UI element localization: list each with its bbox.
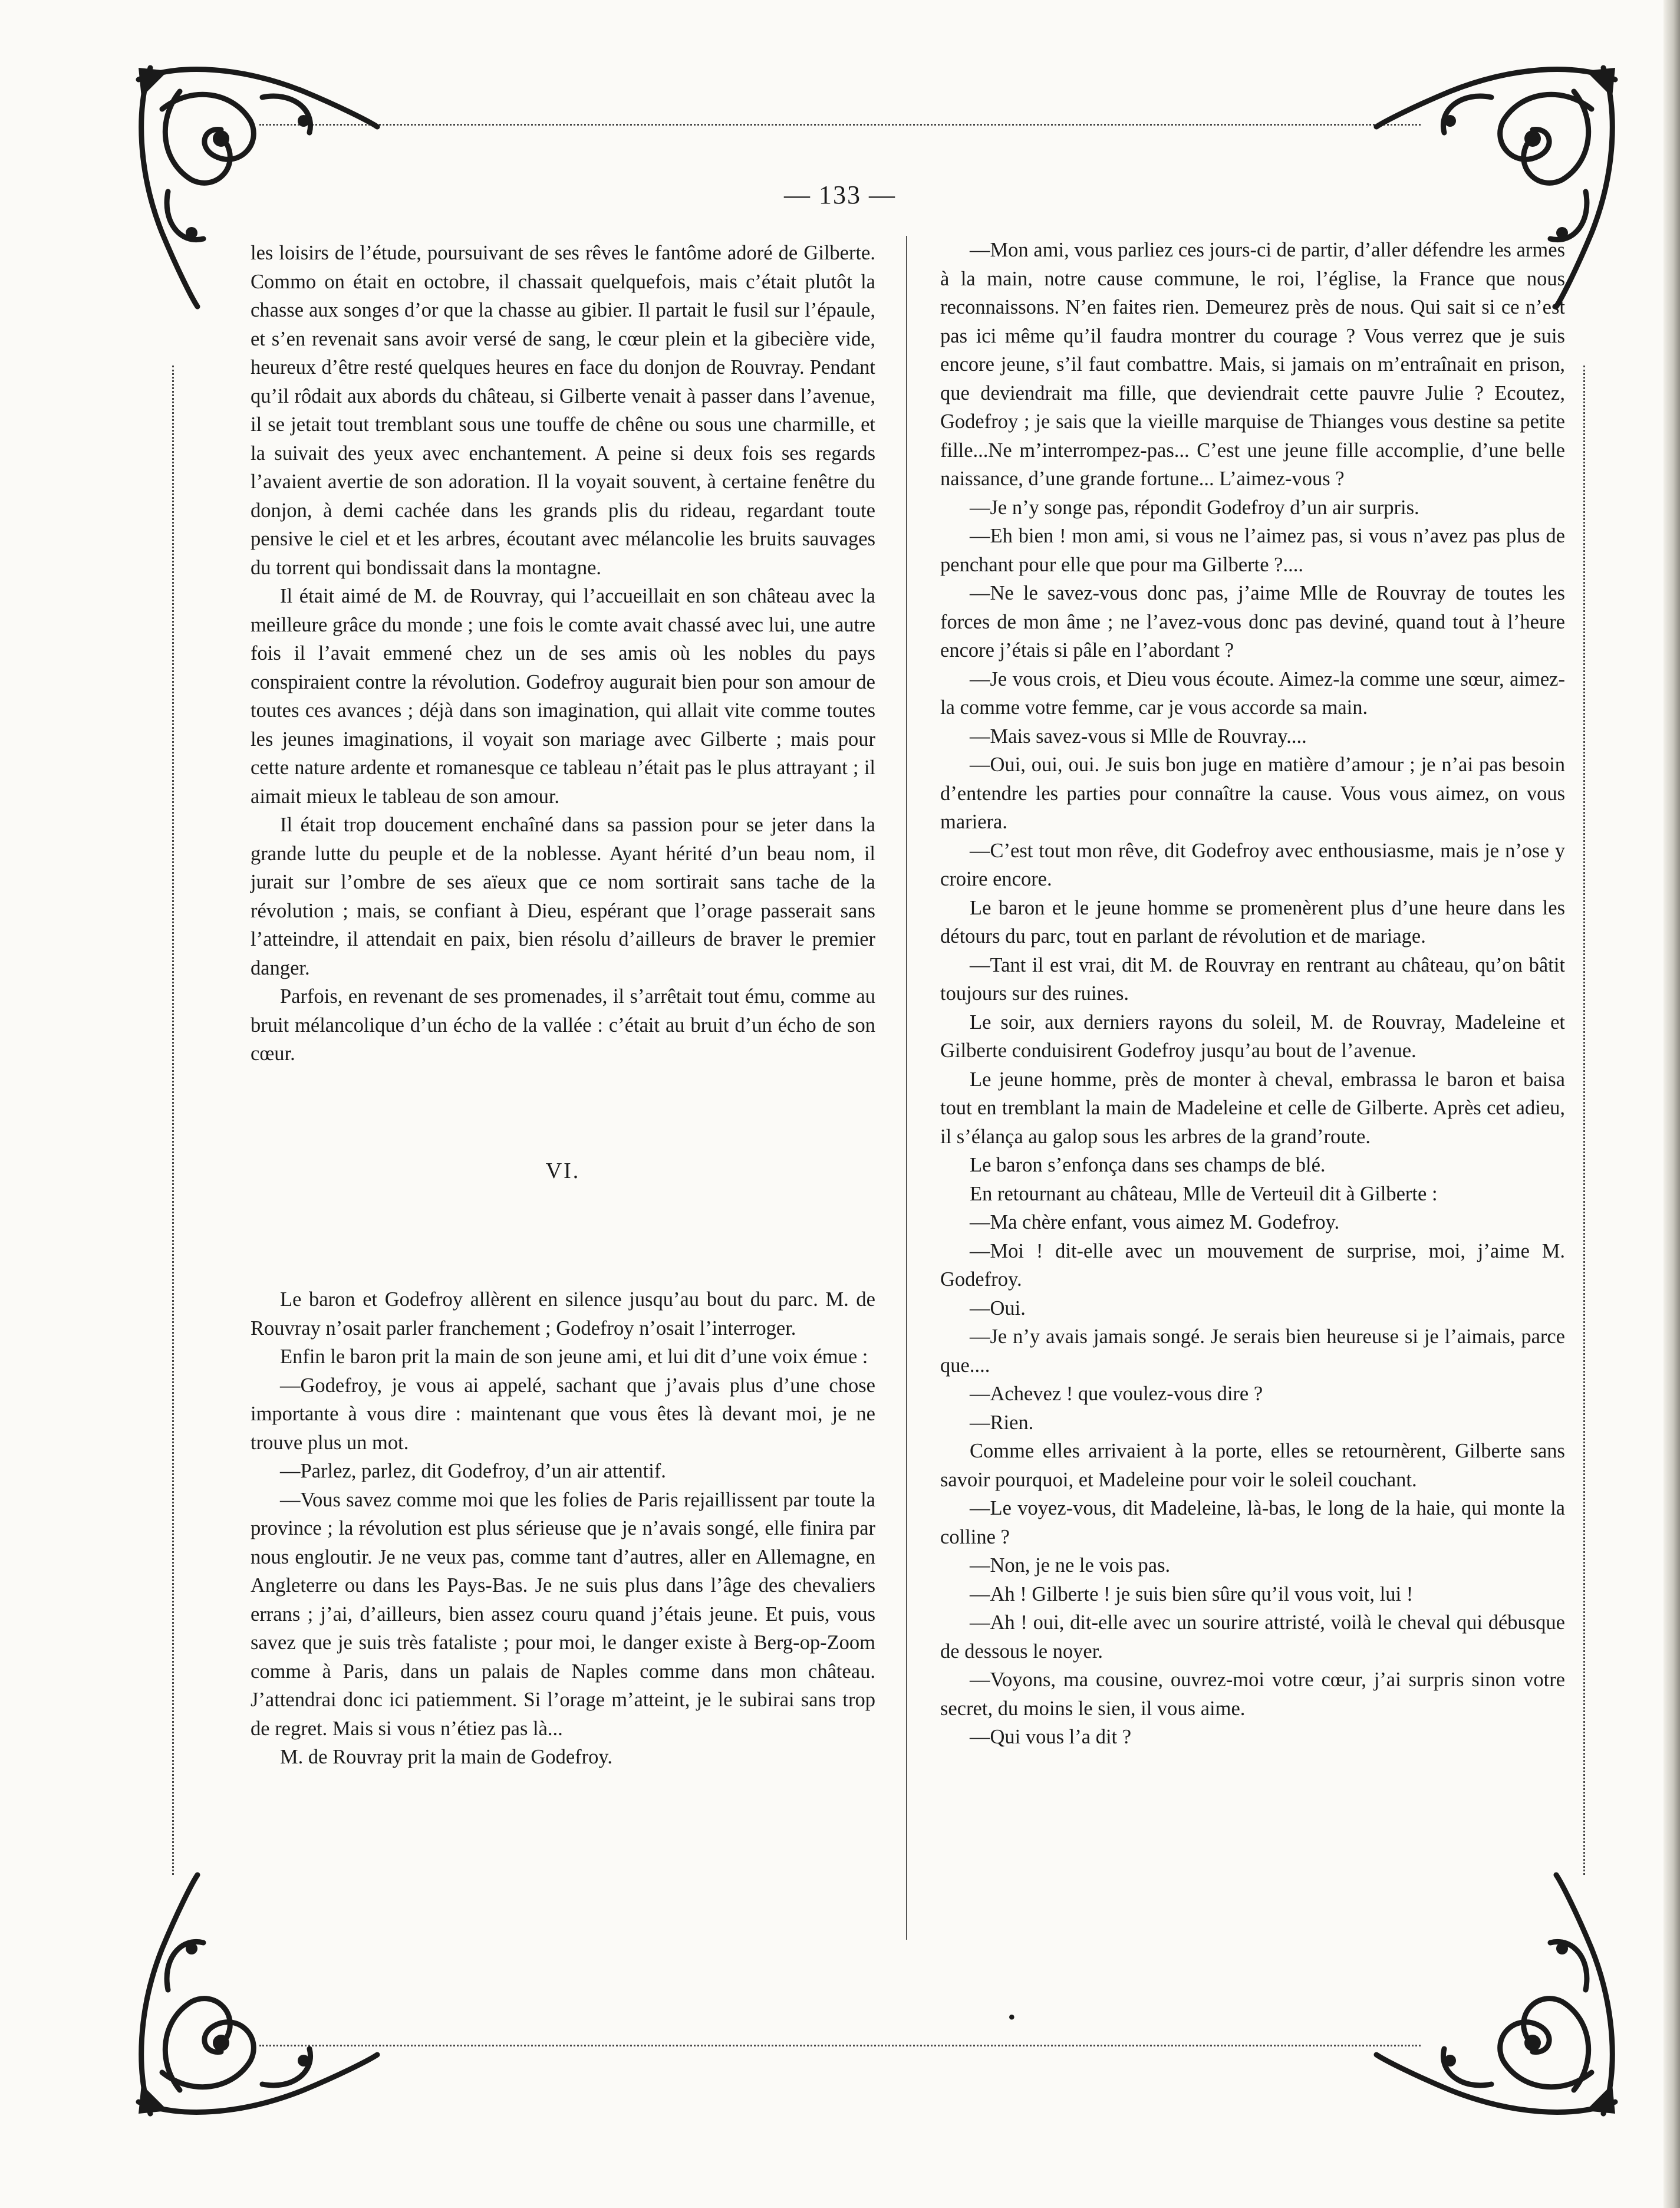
- paragraph: Le soir, aux derniers rayons du soleil, M. de Rouvray, Madeleine et Gilberte conduisirent Godefroy jusqu’au bout de l’avenue.: [940, 1011, 1565, 1062]
- paragraph: —C’est tout mon rêve, dit Godefroy avec enthousiasme, mais je n’ose y croire encore.: [940, 839, 1565, 890]
- paragraph: Parfois, en revenant de ses promenades, il s’arrêtait tout ému, comme au bruit mélancolique d’un écho de la vallée : c’était au bruit d’un écho de son cœur.: [251, 985, 875, 1065]
- paragraph: —Mais savez-vous si Mlle de Rouvray....: [970, 725, 1307, 748]
- paragraph: Enfin le baron prit la main de son jeune ami, et lui dit d’une voix émue :: [280, 1345, 868, 1368]
- paragraph: —Oui, oui, oui. Je suis bon juge en matière d’amour ; je n’ai pas besoin d’entendre les parties pour connaître la cause. Vous vous aimez, on vous mariera.: [940, 753, 1565, 833]
- paragraph: —Parlez, parlez, dit Godefroy, d’un air attentif.: [280, 1460, 666, 1482]
- frame-right-line: [1583, 366, 1585, 1875]
- paragraph: —Je vous crois, et Dieu vous écoute. Aimez-la comme une sœur, aimez-la comme votre femme, car je vous accorde sa main.: [940, 667, 1565, 719]
- page-number: — 133 —: [784, 180, 896, 209]
- paragraph: —Moi ! dit-elle avec un mouvement de surprise, moi, j’aime M. Godefroy.: [940, 1239, 1565, 1291]
- ornament-corner-bottom-left-icon: [127, 1872, 380, 2125]
- paragraph: les loisirs de l’étude, poursuivant de ses rêves le fantôme adoré de Gilberte. Commo on était en octobre, il chassait quelquefois, mais c’était plutôt la chasse aux songes d’or que la chasse au gibier. Il partait le fusil sur l’épaule, et s’en revenait sans avoir versé de sang, le cœur plein et la gibecière vide, heureux d’être resté quelques heures en face du donjon de Rouvray. Pendant qu’il rôdait aux abords du château, si Gilberte venait à passer dans l’avenue, il se jetait tout tremblant sous une touffe de chêne ou sous une charmille, et la suivait des yeux avec enchantement. A peine si deux fois ses regards l’avaient avertie de son adoration. Il la voyait souvent, à certaine fenêtre du donjon, à demi cachée dans les grands plis du rideau, regardant toute pensive le ciel et et les arbres, écoutant avec mélancolie les bruits sauvages du torrent qui bondissait dans la montagne.: [251, 242, 875, 579]
- paragraph: En retournant au château, Mlle de Verteuil dit à Gilberte :: [970, 1182, 1438, 1205]
- paragraph: Le baron et Godefroy allèrent en silence jusqu’au bout du parc. M. de Rouvray n’osait parler franchement ; Godefroy n’osait l’interroger.: [251, 1288, 875, 1340]
- paragraph: —Mon ami, vous parliez ces jours-ci de partir, d’aller défendre les armes à la main, notre cause commune, le roi, l’église, la France que nous reconnaissons. N’en faites rien. Demeurez près de nous. Qui sait si ce n’est pas ici même qu’il faudra montrer du courage ? Vous verrez que je suis encore jeune, s’il faut combattre. Mais, si jamais on m’entraînait en prison, que deviendrait ma fille, que deviendrait cette pauvre Julie ? Ecoutez, Godefroy ; je sais que la vieille marquise de Thianges vous destine sa petite fille...Ne m’interrompez-pas... C’est une jeune fille accomplie, d’une belle naissance, d’une grande fortune... L’aimez-vous ?: [940, 239, 1565, 490]
- paragraph: M. de Rouvray prit la main de Godefroy.: [280, 1746, 612, 1768]
- paragraph: —Ah ! Gilberte ! je suis bien sûre qu’il vous voit, lui !: [970, 1582, 1414, 1605]
- paragraph: —Tant il est vrai, dit M. de Rouvray en rentrant au château, qu’on bâtit toujours sur des ruines.: [940, 953, 1565, 1005]
- page-right-edge: [1663, 0, 1680, 2208]
- frame-left-line: [172, 366, 174, 1875]
- paragraph: Il était trop doucement enchaîné dans sa passion pour se jeter dans la grande lutte du peuple et de la noblesse. Ayant hérité d’un beau nom, il jurait sur l’ombre de ses aïeux que ce nom sortirait sans tache de la révolution ; mais, se confiant à Dieu, espérant que l’orage passerait sans l’atteindre, il attendait en paix, bien résolu d’ailleurs de braver le premier danger.: [251, 814, 875, 979]
- paragraph: —Ne le savez-vous donc pas, j’aime Mlle de Rouvray de toutes les forces de mon âme ; ne l’avez-vous donc pas deviné, quand tout à l’heure encore j’étais si pâle en l’abordant ?: [940, 582, 1565, 662]
- left-column: [251, 239, 875, 1772]
- frame-bottom-line: [259, 2045, 1421, 2046]
- right-column: [940, 236, 1565, 1752]
- paragraph: Il était aimé de M. de Rouvray, qui l’accueillait en son château avec la meilleure grâce du monde ; une fois le comte avait chassé avec lui, une autre fois il l’avait emmené chez un de ses amis où les nobles du pays conspiraient contre la révolution. Godefroy augurait bien pour son amour de toutes ces avances ; déjà dans son imagination, qui allait vite comme toutes les jeunes imaginations, il voyait son mariage avec Gilberte ; mais pour cette nature ardente et romanesque ce tableau n’était pas le plus attrayant ; il aimait mieux le tableau de son amour.: [251, 585, 875, 808]
- paragraph: —Le voyez-vous, dit Madeleine, là-bas, le long de la haie, qui monte la colline ?: [940, 1497, 1565, 1548]
- paragraph: Le baron et le jeune homme se promenèrent plus d’une heure dans les détours du parc, tout en parlant de révolution et de mariage.: [940, 896, 1565, 947]
- paragraph: —Qui vous l’a dit ?: [970, 1726, 1132, 1748]
- paragraph: —Rien.: [970, 1411, 1034, 1434]
- paragraph: —Eh bien ! mon ami, si vous ne l’aimez pas, si vous n’avez pas plus de penchant pour elle que pour ma Gilberte ?....: [940, 525, 1565, 576]
- paragraph: Le baron s’enfonça dans ses champs de blé.: [970, 1154, 1326, 1176]
- paragraph: —Ma chère enfant, vous aimez M. Godefroy.: [970, 1211, 1340, 1233]
- section-heading: VI.: [545, 1158, 581, 1183]
- paragraph: —Non, je ne le vois pas.: [970, 1554, 1171, 1577]
- frame-top-line: [259, 124, 1421, 126]
- bottom-ink-mark: •: [1008, 2005, 1016, 2029]
- paragraph: —Godefroy, je vous ai appelé, sachant que j’avais plus d’une chose importante à vous dire : maintenant que vous êtes là devant moi, je ne trouve plus un mot.: [251, 1374, 875, 1454]
- column-divider: [906, 236, 907, 1940]
- paragraph: Comme elles arrivaient à la porte, elles se retournèrent, Gilberte sans savoir pourquoi, et Madeleine pour voir le soleil couchant.: [940, 1440, 1565, 1491]
- paragraph: —Achevez ! que voulez-vous dire ?: [970, 1383, 1263, 1405]
- paragraph: —Je n’y avais jamais songé. Je serais bien heureuse si je l’aimais, parce que....: [940, 1325, 1565, 1377]
- paragraph: —Je n’y songe pas, répondit Godefroy d’un air surpris.: [970, 496, 1419, 519]
- paragraph: —Vous savez comme moi que les folies de Paris rejaillissent par toute la province ; la révolution est plus sérieuse que je n’avais songé, elle finira par nous engloutir. Je ne veux pas, comme tant d’autres, aller en Allemagne, en Angleterre ou dans les Pays-Bas. Je ne suis plus dans l’âge des chevaliers errans ; j’ai, d’ailleurs, bien assez couru quand j’étais jeune. Et puis, vous savez que je suis très fataliste ; pour moi, le danger existe à Berg-op-Zoom comme à Paris, dans un palais de Naples comme dans mon château. J’attendrai donc ici patiemment. Si l’orage m’atteint, je le subirai sans trop de regret. Mais si vous n’étiez pas là...: [251, 1488, 875, 1740]
- paragraph: —Ah ! oui, dit-elle avec un sourire attristé, voilà le cheval qui débusque de dessous le noyer.: [940, 1611, 1565, 1663]
- paragraph: Le jeune homme, près de monter à cheval, embrassa le baron et baisa tout en tremblant la main de Madeleine et celle de Gilberte. Après cet adieu, il s’élança au galop sous les arbres de la grand’route.: [940, 1068, 1565, 1148]
- paragraph: —Oui.: [970, 1296, 1026, 1319]
- paragraph: —Voyons, ma cousine, ouvrez-moi votre cœur, j’ai surpris sinon votre secret, du moins le sien, il vous aime.: [940, 1669, 1565, 1720]
- ornament-corner-bottom-right-icon: [1373, 1872, 1627, 2125]
